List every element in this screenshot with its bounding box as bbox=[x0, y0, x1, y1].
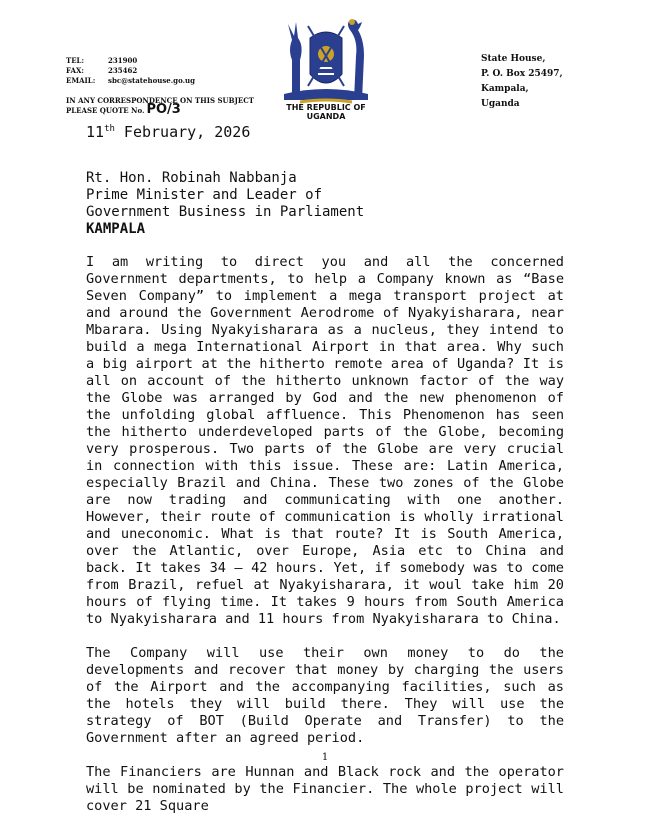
date-day: 11 bbox=[86, 123, 105, 141]
contact-value: sbc@statehouse.go.ug bbox=[108, 76, 196, 85]
recipient-title: Government Business in Parliament bbox=[86, 204, 365, 220]
crest-caption: THE REPUBLIC OF UGANDA bbox=[286, 103, 366, 121]
contact-label: TEL: bbox=[66, 56, 85, 65]
coat-of-arms-icon bbox=[270, 16, 382, 106]
address-line: P. O. Box 25497, bbox=[481, 69, 563, 79]
body-paragraph: I am writing to direct you and all the concerned Government departments, to help a Company known as “Base Seven Company” to implement a mega transport project at and around the Government Aerodrome of Nyakyisharara, near Mbarara. Using Nyakyisharara as a nucleus, they intend to build a mega International Airport in that area. Why such a big airport at the hitherto remote area of Uganda? It is all on account of the hitherto unknown factor of the way the Globe was arranged by God and the new phenomenon of the unfolding global affluence. This Phenomenon has seen the hitherto underdeveloped parts of the Globe, becoming very prosperous. Two parts of the Globe are very crucial in connection with this issue. These are: Latin America, especially Brazil and China. These two zones of the Globe are now trading and communicating with one another. However, their route of communication is wholly irrational and uneconomic. What is that route? It is South America, over the Atlantic, over Europe, Asia etc to China and back. It takes 34 – 42 hours. Yet, if somebody was to come from Brazil, refuel at Nyakyisharara, it woul take him 20 hours of flying time. It takes 9 hours from South America to Nyakyisharara and 11 hours from Nyakyisharara to China. bbox=[86, 254, 564, 627]
letterhead bbox=[0, 0, 650, 121]
letter-date bbox=[86, 123, 250, 141]
body-paragraph: The Company will use their own money to do the developments and recover that money by charging the users of the Airport and the accompanying facilities, such as the hotels they will build there. They will use the strategy of BOT (Build Operate and Transfer) to the Government after an agreed period. bbox=[86, 645, 564, 746]
contact-fax bbox=[66, 66, 195, 76]
contact-block bbox=[66, 56, 195, 86]
body-paragraph: The Financiers are Hunnan and Black rock and the operator will be nominated by the Financier. The whole project will cover 21 Square bbox=[86, 764, 564, 814]
contact-value: 235462 bbox=[108, 66, 138, 75]
contact-label: EMAIL: bbox=[66, 76, 96, 85]
address-line: Uganda bbox=[481, 99, 520, 109]
contact-label: FAX: bbox=[66, 66, 85, 75]
recipient-city: KAMPALA bbox=[86, 221, 146, 237]
correspondence-text: IN ANY CORRESPONDENCE ON THIS SUBJECT PLEASE QUOTE No. bbox=[66, 96, 255, 115]
contact-email bbox=[66, 76, 195, 86]
correspondence-note bbox=[66, 96, 276, 115]
address-line: Kampala, bbox=[481, 84, 529, 94]
recipient-block bbox=[86, 170, 364, 238]
address-line: State House, bbox=[481, 54, 546, 64]
contact-value: 231900 bbox=[108, 56, 138, 65]
contact-tel bbox=[66, 56, 195, 66]
letter-body bbox=[86, 254, 564, 832]
date-suffix: th bbox=[104, 124, 115, 134]
recipient-title: Prime Minister and Leader of bbox=[86, 187, 323, 203]
reference-number: PO/3 bbox=[146, 102, 181, 117]
sender-address bbox=[481, 52, 563, 112]
page-number: 1 bbox=[321, 752, 329, 763]
date-rest: February, 2026 bbox=[114, 123, 251, 141]
recipient-name: Rt. Hon. Robinah Nabbanja bbox=[86, 170, 297, 186]
